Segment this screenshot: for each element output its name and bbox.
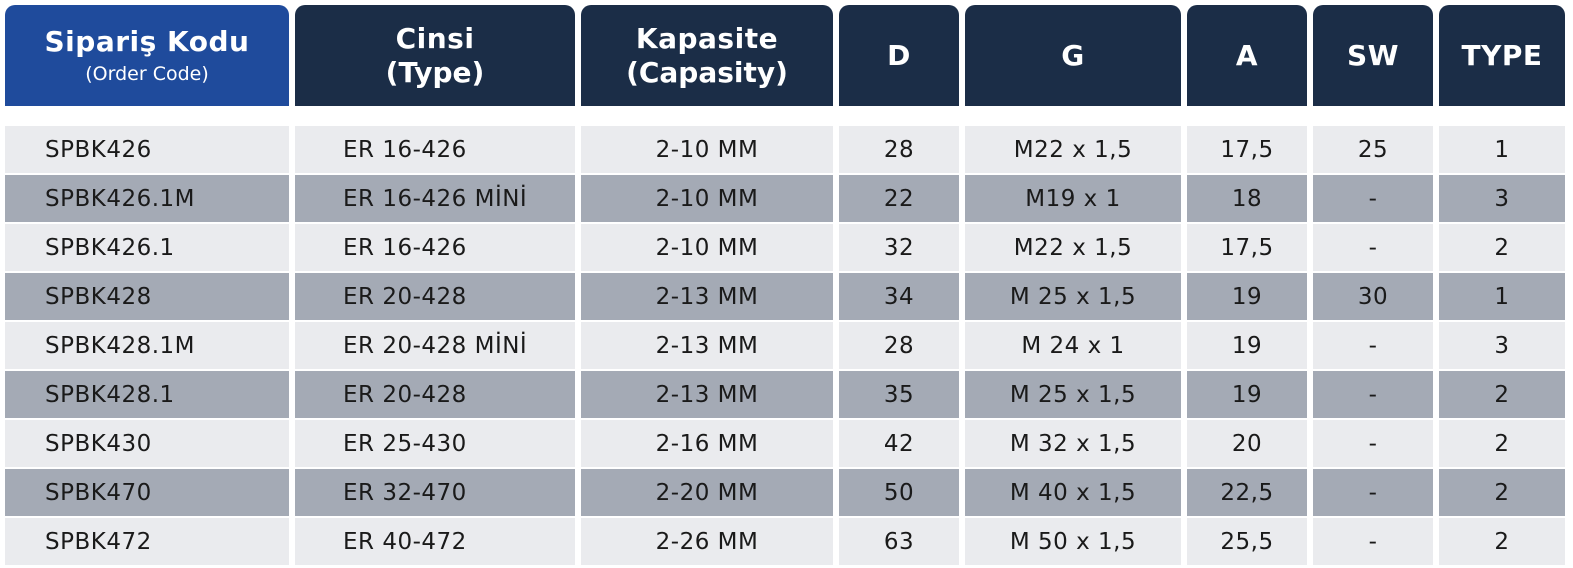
cell-type-name: ER 16-426: [295, 126, 575, 173]
table-row: [0, 273, 1573, 320]
cell-d: 32: [839, 224, 959, 271]
cell-type: 2: [1439, 420, 1565, 467]
cell-type: 1: [1439, 126, 1565, 173]
header-g: [965, 5, 1181, 106]
cell-g: M22 x 1,5: [965, 224, 1181, 271]
cell-sw: 30: [1313, 273, 1433, 320]
cell-d: 22: [839, 175, 959, 222]
cell-capacity: 2-16 MM: [581, 420, 833, 467]
cell-sw: -: [1313, 322, 1433, 369]
table-row: [0, 518, 1573, 565]
cell-type-name: ER 20-428: [295, 273, 575, 320]
cell-d: 34: [839, 273, 959, 320]
header-d-main: D: [887, 38, 911, 72]
header-type-name: [295, 5, 575, 106]
cell-capacity: 2-10 MM: [581, 175, 833, 222]
cell-type-name: ER 32-470: [295, 469, 575, 516]
header-d: [839, 5, 959, 106]
header-capacity: [581, 5, 833, 106]
table-row: [0, 224, 1573, 271]
cell-order-code: SPBK426.1M: [5, 175, 289, 222]
cell-type-name: ER 40-472: [295, 518, 575, 565]
cell-g: M 24 x 1: [965, 322, 1181, 369]
cell-a: 17,5: [1187, 224, 1307, 271]
cell-sw: -: [1313, 518, 1433, 565]
cell-type: 2: [1439, 224, 1565, 271]
header-type-name-sub: (Type): [385, 55, 485, 89]
header-type-main: TYPE: [1461, 38, 1543, 72]
cell-type: 3: [1439, 322, 1565, 369]
cell-d: 63: [839, 518, 959, 565]
header-sw-main: SW: [1346, 38, 1400, 72]
cell-a: 19: [1187, 371, 1307, 418]
cell-g: M19 x 1: [965, 175, 1181, 222]
cell-type-name: ER 16-426 MİNİ: [295, 175, 575, 222]
header-order-code-main: Sipariş Kodu: [44, 24, 250, 58]
table-row: [0, 175, 1573, 222]
header-capacity-sub: (Capasity): [626, 55, 788, 89]
header-spacer: [0, 106, 1573, 126]
cell-g: M 32 x 1,5: [965, 420, 1181, 467]
table-row: [0, 126, 1573, 173]
cell-g: M 50 x 1,5: [965, 518, 1181, 565]
cell-order-code: SPBK472: [5, 518, 289, 565]
cell-type-name: ER 16-426: [295, 224, 575, 271]
table-row: [0, 322, 1573, 369]
cell-capacity: 2-26 MM: [581, 518, 833, 565]
cell-d: 50: [839, 469, 959, 516]
cell-type: 2: [1439, 371, 1565, 418]
cell-type: 3: [1439, 175, 1565, 222]
cell-type-name: ER 25-430: [295, 420, 575, 467]
cell-sw: -: [1313, 224, 1433, 271]
cell-order-code: SPBK426: [5, 126, 289, 173]
cell-d: 35: [839, 371, 959, 418]
cell-g: M22 x 1,5: [965, 126, 1181, 173]
header-order-code: [5, 5, 289, 106]
cell-g: M 25 x 1,5: [965, 371, 1181, 418]
cell-order-code: SPBK428.1M: [5, 322, 289, 369]
cell-capacity: 2-13 MM: [581, 322, 833, 369]
cell-capacity: 2-13 MM: [581, 371, 833, 418]
cell-order-code: SPBK426.1: [5, 224, 289, 271]
cell-a: 25,5: [1187, 518, 1307, 565]
cell-g: M 40 x 1,5: [965, 469, 1181, 516]
header-type: [1439, 5, 1565, 106]
cell-a: 17,5: [1187, 126, 1307, 173]
cell-d: 28: [839, 126, 959, 173]
header-a: [1187, 5, 1307, 106]
cell-order-code: SPBK428: [5, 273, 289, 320]
cell-sw: -: [1313, 469, 1433, 516]
cell-order-code: SPBK430: [5, 420, 289, 467]
header-type-name-main: Cinsi: [395, 21, 475, 55]
cell-sw: 25: [1313, 126, 1433, 173]
header-g-main: G: [1061, 38, 1085, 72]
cell-order-code: SPBK428.1: [5, 371, 289, 418]
cell-sw: -: [1313, 371, 1433, 418]
table-row: [0, 420, 1573, 467]
cell-g: M 25 x 1,5: [965, 273, 1181, 320]
cell-type: 1: [1439, 273, 1565, 320]
cell-d: 28: [839, 322, 959, 369]
cell-type: 2: [1439, 518, 1565, 565]
cell-type: 2: [1439, 469, 1565, 516]
header-order-code-sub: (Order Code): [85, 62, 209, 85]
cell-a: 18: [1187, 175, 1307, 222]
cell-order-code: SPBK470: [5, 469, 289, 516]
header-capacity-main: Kapasite: [635, 21, 779, 55]
cell-capacity: 2-10 MM: [581, 126, 833, 173]
cell-type-name: ER 20-428: [295, 371, 575, 418]
cell-sw: -: [1313, 175, 1433, 222]
header-a-main: A: [1235, 38, 1259, 72]
table-row: [0, 371, 1573, 418]
cell-a: 22,5: [1187, 469, 1307, 516]
cell-sw: -: [1313, 420, 1433, 467]
cell-capacity: 2-13 MM: [581, 273, 833, 320]
cell-d: 42: [839, 420, 959, 467]
cell-a: 19: [1187, 273, 1307, 320]
cell-capacity: 2-10 MM: [581, 224, 833, 271]
cell-type-name: ER 20-428 MİNİ: [295, 322, 575, 369]
cell-capacity: 2-20 MM: [581, 469, 833, 516]
table-row: [0, 469, 1573, 516]
cell-a: 19: [1187, 322, 1307, 369]
header-sw: [1313, 5, 1433, 106]
cell-a: 20: [1187, 420, 1307, 467]
